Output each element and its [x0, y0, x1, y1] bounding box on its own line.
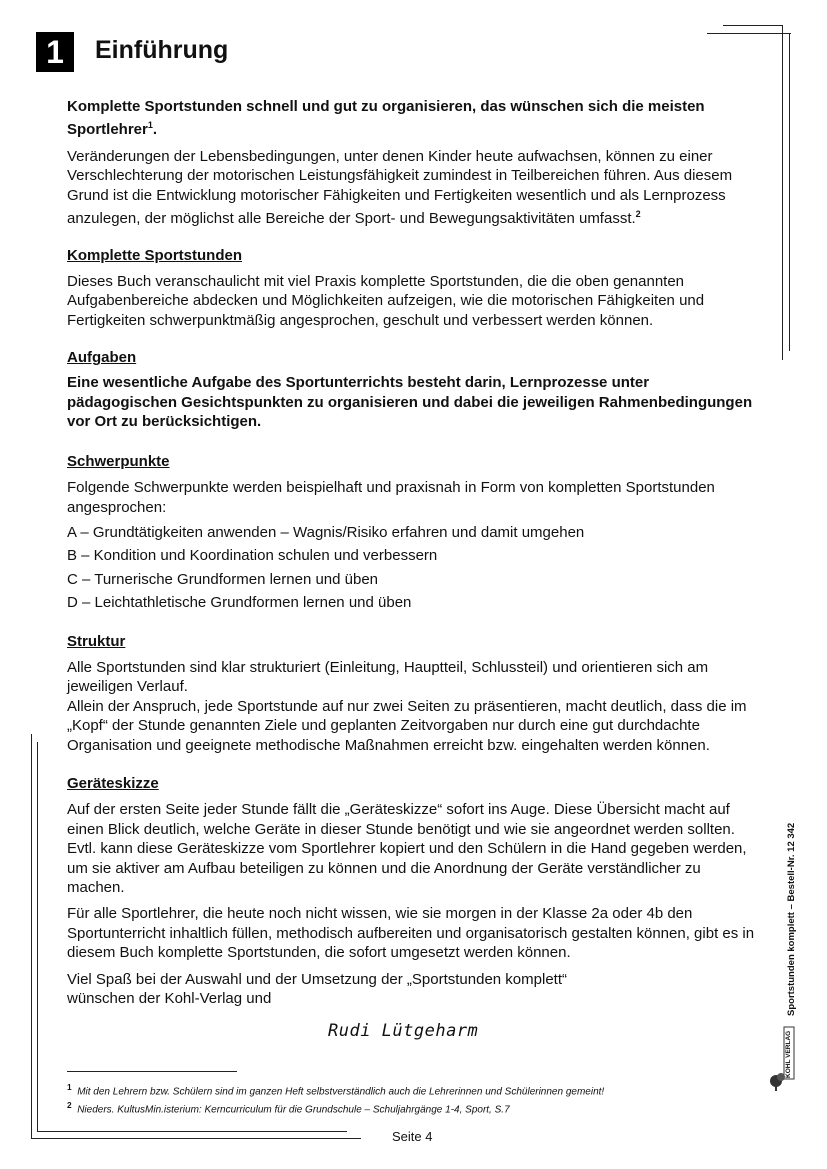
closing-line-2: wünschen der Kohl-Verlag und	[67, 990, 272, 1008]
frame-line-right	[782, 25, 783, 360]
publisher-logo-text: KOHL VERLAG	[785, 1030, 792, 1078]
aufgaben-text: Eine wesentliche Aufgabe des Sportunterrichts besteht darin, Lernprozesse unter pädagogischen Gesichtspunkten zu organisieren und dabei die jeweiligen Rahmenbedingungen vor Ort zu berücksichtigen.	[67, 374, 753, 431]
chapter-title: Einführung	[95, 36, 229, 64]
publisher-logo	[766, 1025, 796, 1095]
komplette-text: Dieses Buch veranschaulicht mit viel Praxis komplette Sportstunden, die die oben genannten Aufgabenbereiche abdecken und Möglichkeiten aufzeigen, wie die motorischen Fähigkeiten und Fertigkeiten schwerpunktmäßig angesprochen, geschult und verbessert werden können.	[67, 272, 705, 329]
list-item: B – Kondition und Koordination schulen und verbessern	[67, 547, 438, 565]
heading-aufgaben: Aufgaben	[67, 349, 137, 367]
frame-line-right-inner	[789, 33, 790, 351]
intro-bold: Komplette Sportstunden schnell und gut zu organisieren, das wünschen sich die meisten Sportlehrer$^1$.	[67, 98, 705, 139]
list-item: C – Turnerische Grundformen lernen und üben	[67, 570, 379, 588]
frame-line-top	[707, 33, 791, 34]
list-item: A – Grundtätigkeiten anwenden – Wagnis/Risiko erfahren und damit umgehen	[67, 523, 585, 541]
frame-line-bottom-inner	[37, 1131, 347, 1132]
frame-line-left	[31, 734, 32, 1139]
schwerpunkte-text: Folgende Schwerpunkte werden beispielhaft und praxisnah in Form von kompletten Sportstunden angesprochen:	[67, 479, 715, 516]
footnote-2: $^2$ Nieders. KultusMin.isterium: Kerncurriculum für die Grundschule – Schuljahrgänge 1-4, Sport, S.7	[67, 1100, 510, 1116]
struktur-text-2: Allein der Anspruch, jede Sportstunde auf nur zwei Seiten zu präsentieren, macht deutlich, dass die im „Kopf“ der Stunde genannten Ziele und geplanten Zeitvorgaben nur durch eine gut durchdachte Organisation und geeignete methodische Maßnahmen erreicht bzw. eingehalten werden können.	[67, 697, 747, 754]
closing-line-1: Viel Spaß bei der Auswahl und der Umsetzung der „Sportstunden komplett“	[67, 970, 567, 988]
frame-line-left-inner	[37, 742, 38, 1131]
main-content	[67, 97, 762, 1008]
footnote-1: $^1$ Mit den Lehrern bzw. Schülern sind im ganzen Heft selbstverständlich auch die Lehrerinnen und Schülerinnen gemeint!	[67, 1082, 605, 1098]
geraete-text-2: Für alle Sportlehrer, die heute noch nicht wissen, wie sie morgen in der Klasse 2a oder 4b den Sportunterricht inhaltlich füllen, methodisch aufbereiten und organisatorisch gestalten können, gibt es in diesem Buch komplette Sportstunden, die sofort umgesetzt werden können.	[67, 905, 755, 962]
heading-geraeteskizze: Geräteskizze	[67, 774, 159, 792]
frame-line-top-inner	[723, 25, 783, 26]
intro-paragraph: Veränderungen der Lebensbedingungen, unter denen Kinder heute aufwachsen, können zu einer Verschlechterung der motorischen Leistungsfähigkeit zumindest in Teilbereichen führen. Aus diesem Grund ist die Entwicklung motorischer Fähigkeiten und Fertigkeiten wesentlich und als Lernprozess anzulegen, der möglichst alle Bereiche der Sport- und Bewegungsaktivitäten umfasst.$^2$	[67, 147, 733, 228]
signature: Rudi Lütgeharm	[328, 1021, 479, 1041]
footnote-separator	[67, 1071, 237, 1072]
heading-struktur: Struktur	[67, 632, 126, 650]
heading-komplette-sportstunden: Komplette Sportstunden	[67, 247, 242, 265]
side-label: Sportstunden komplett – Bestell-Nr. 12 342	[786, 822, 797, 1016]
page-number: Seite 4	[392, 1129, 433, 1144]
chapter-number: 1	[36, 32, 74, 72]
frame-line-bottom	[31, 1138, 361, 1139]
struktur-text-1: Alle Sportstunden sind klar strukturiert (Einleitung, Hauptteil, Schlussteil) und orientieren sich am jeweiligen Verlauf.	[67, 658, 709, 696]
list-item: D – Leichtathletische Grundformen lernen und üben	[67, 594, 412, 612]
geraete-text-1: Auf der ersten Seite jeder Stunde fällt die „Geräteskizze“ sofort ins Auge. Diese Übersicht macht auf einen Blick deutlich, welche Geräte in dieser Stunde benötigt und wie sie angeordnet werden sollten. Evtl. kann diese Geräteskizze vom Sportlehrer kopiert und den Schülern in die Hand gegeben werden, um sie aktiver am Aufbau beteiligen zu können und die Anordnung der Geräte verständlicher zu machen.	[67, 801, 747, 896]
heading-schwerpunkte: Schwerpunkte	[67, 452, 170, 470]
